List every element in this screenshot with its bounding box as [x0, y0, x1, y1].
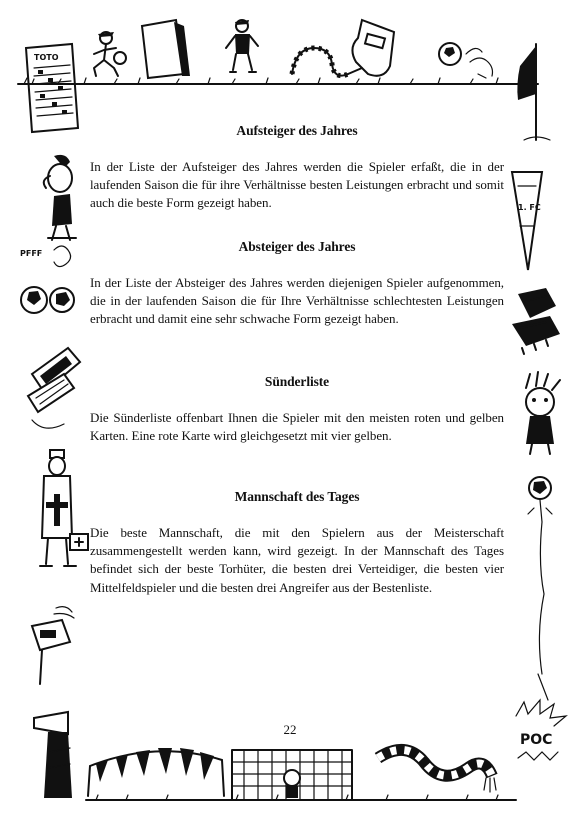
- svg-text:1. FC: 1. FC: [518, 203, 541, 212]
- bottom-grass-line: [86, 794, 516, 806]
- svg-text:TOTO: TOTO: [34, 53, 59, 62]
- ball-header-drawing: [518, 474, 562, 704]
- top-grass-line: [18, 76, 538, 90]
- spiky-hair-player-drawing: [512, 372, 568, 456]
- poc-sound-drawing: [510, 698, 572, 778]
- kneeling-player-drawing: [84, 28, 129, 83]
- section-heading: Aufsteiger des Jahres: [236, 123, 358, 138]
- football-boots-drawing: [506, 284, 566, 362]
- section-heading: Mannschaft des Tages: [234, 489, 360, 504]
- player-figure-drawing: [222, 18, 262, 80]
- air-horn-drawing: [28, 708, 88, 804]
- scarf-drawing: [372, 738, 498, 798]
- svg-text:PFFF: PFFF: [20, 249, 43, 258]
- section-suenderliste: [90, 374, 504, 445]
- doctor-with-kit-drawing: [34, 446, 92, 574]
- corner-flag-drawing: [512, 40, 562, 150]
- section-aufsteiger: [90, 123, 504, 213]
- bunting-drawing: [86, 736, 226, 798]
- section-heading: Sünderliste: [264, 374, 330, 389]
- fc-pennant-drawing: [510, 166, 546, 276]
- section-body: In der Liste der Aufsteiger des Jahres werden die Spieler erfaßt, die in der laufenden Saison die für ihre Verhältnisse besten Leistungen erbracht und somit auch die beste Form gezeigt haben.: [90, 159, 504, 211]
- section-absteiger: [90, 239, 504, 329]
- ball-and-shoe-drawing: [18, 278, 80, 322]
- svg-text:POC: POC: [520, 732, 553, 748]
- section-mannschaft: [90, 489, 504, 597]
- section-heading: Absteiger des Jahres: [238, 239, 356, 254]
- money-stack-drawing: [24, 344, 86, 436]
- section-body: Die Sünderliste offenbart Ihnen die Spieler mit den meisten roten und gelben Karten. Eine rote Karte wird gleichgesetzt mit vier gelben.: [90, 410, 504, 444]
- section-body: In der Liste der Absteiger des Jahres werden diejenigen Spieler aufgenommen, die in der laufenden Saison die für Ihre Verhältnisse schlechtesten Leistungen erbracht und damit eine sehr schwache Form gezeigt haben.: [90, 275, 504, 327]
- pfff-exhale-drawing: [18, 242, 76, 272]
- cheering-fan-drawing: [26, 152, 86, 244]
- section-body: Die beste Mannschaft, die mit den Spielern aus der Meisterschaft zusammengestellt werden kann, wird gezeigt. In der Mannschaft des Tages befindet sich der beste Torhüter, die besten drei Verteidiger, die besten vier Mittelfeldspieler und die besten drei Angreifer aus der Bestenliste.: [90, 525, 504, 595]
- sign-board-drawing: [136, 18, 194, 83]
- page-number: 22: [283, 722, 297, 737]
- megaphone-hand-drawing: [26, 604, 80, 688]
